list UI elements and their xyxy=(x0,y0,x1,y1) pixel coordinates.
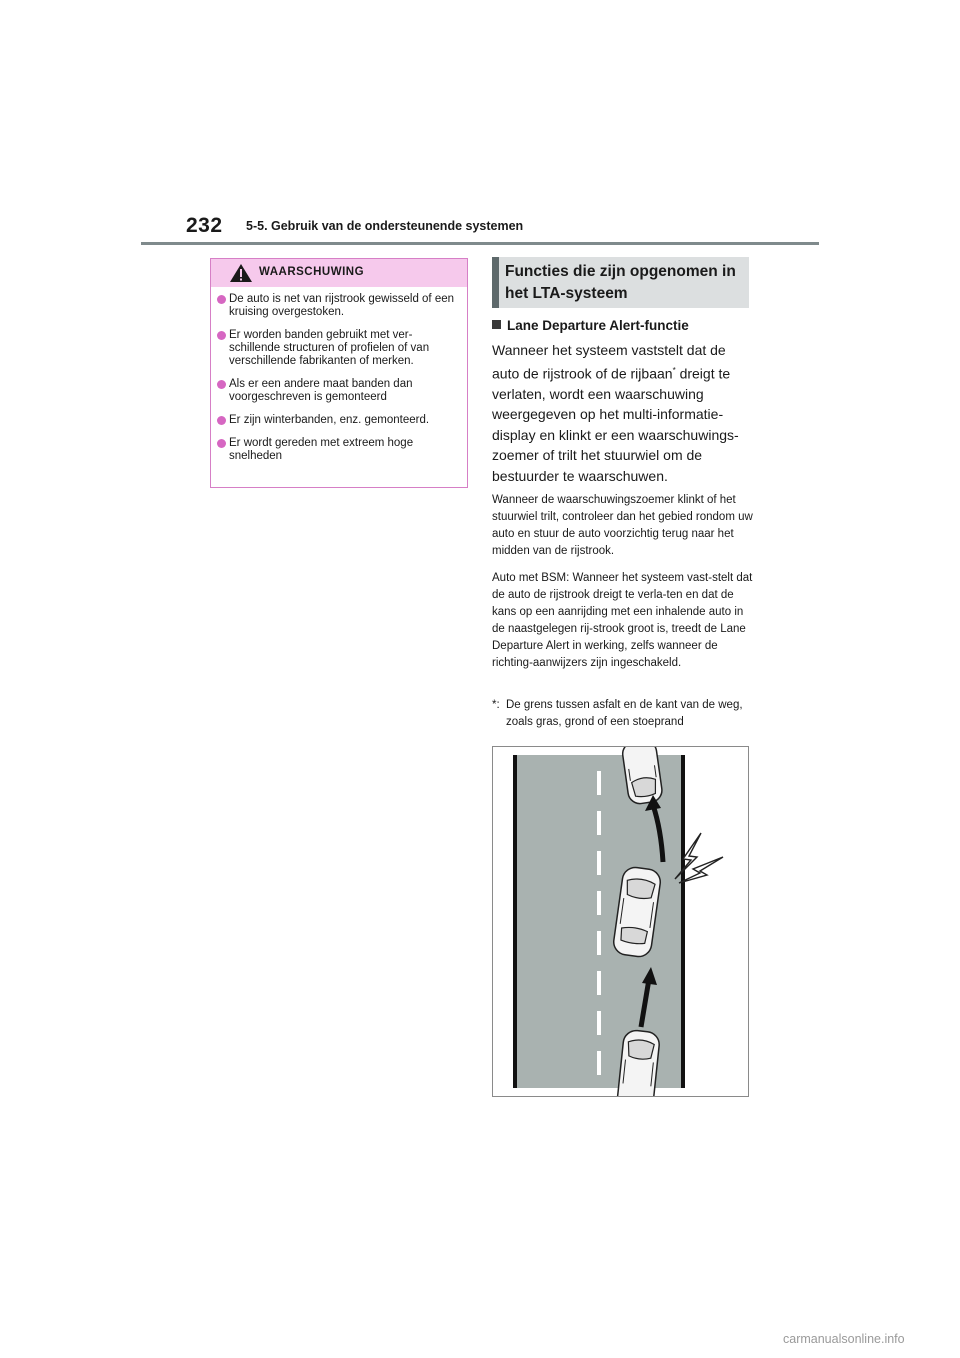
bullet-icon xyxy=(217,416,226,425)
subheading: Lane Departure Alert-functie xyxy=(492,318,689,333)
list-item: Er zijn winterbanden, enz. gemonteerd. xyxy=(217,414,457,427)
watermark: carmanualsonline.info xyxy=(783,1332,905,1346)
warning-list xyxy=(211,287,467,463)
paragraph-advice: Wanneer de waarschuwingszoemer klinkt of het stuurwiel trilt, controleer dan het gebied rondom uw auto en stuur de auto voorzichtig terug naar het midden van de rijstrook. xyxy=(492,494,753,557)
list-item: Er worden banden gebruikt met ver-schillende structuren of profielen of van verschillende fabrikanten of merken. xyxy=(217,329,457,368)
left-lane-line xyxy=(513,755,517,1088)
list-item: Als er een andere maat banden dan voorgeschreven is gemonteerd xyxy=(217,378,457,404)
header-divider xyxy=(141,242,819,245)
square-bullet-icon xyxy=(492,320,501,329)
bullet-icon xyxy=(217,331,226,340)
list-item: De auto is net van rijstrook gewisseld of een kruising overgestoken. xyxy=(217,293,457,319)
right-lane-line xyxy=(681,755,685,1088)
lane-departure-illustration xyxy=(492,746,749,1097)
list-item: Er wordt gereden met extreem hoge snelheden xyxy=(217,437,457,463)
section-heading: Functies die zijn opgenomen in het LTA-systeem xyxy=(505,263,736,302)
paragraph-bsm: Auto met BSM: Wanneer het systeem vast-stelt dat de auto de rijstrook dreigt te verla-ten en dat de kans op een aanrijding met een inhalende auto in de naastgelegen rij-strook groot is, treedt de Lane Departure Alert in werking, zelfs wanneer de richting-aanwijzers zijn ingeschakeld. xyxy=(492,572,753,669)
page-number: 232 xyxy=(186,214,223,237)
warning-header xyxy=(211,259,467,287)
warning-title: WAARSCHUWING xyxy=(259,266,365,278)
footnote-text: De grens tussen asfalt en de kant van de weg, zoals gras, grond of een stoeprand xyxy=(506,699,743,728)
footnote-marker: * xyxy=(672,365,676,375)
warning-box xyxy=(210,258,468,488)
paragraph-main: Wanneer het systeem vaststelt dat de auto de rijstrook of de rijbaan* dreigt te verlaten, wordt een waarschuwing weergegeven op het multi-informatie-display en klinkt er een waarschuwings-zoemer of trilt het stuurwiel om de bestuurder te waarschuwen. xyxy=(492,342,739,484)
section-title: 5-5. Gebruik van de ondersteunende systemen xyxy=(246,219,524,233)
footnote xyxy=(492,697,754,731)
footnote-mark: *: xyxy=(492,699,500,711)
bullet-icon xyxy=(217,439,226,448)
bullet-icon xyxy=(217,380,226,389)
section-heading-box xyxy=(492,257,749,308)
bullet-icon xyxy=(217,295,226,304)
warning-triangle-icon xyxy=(229,263,253,283)
road-diagram xyxy=(493,747,748,1096)
